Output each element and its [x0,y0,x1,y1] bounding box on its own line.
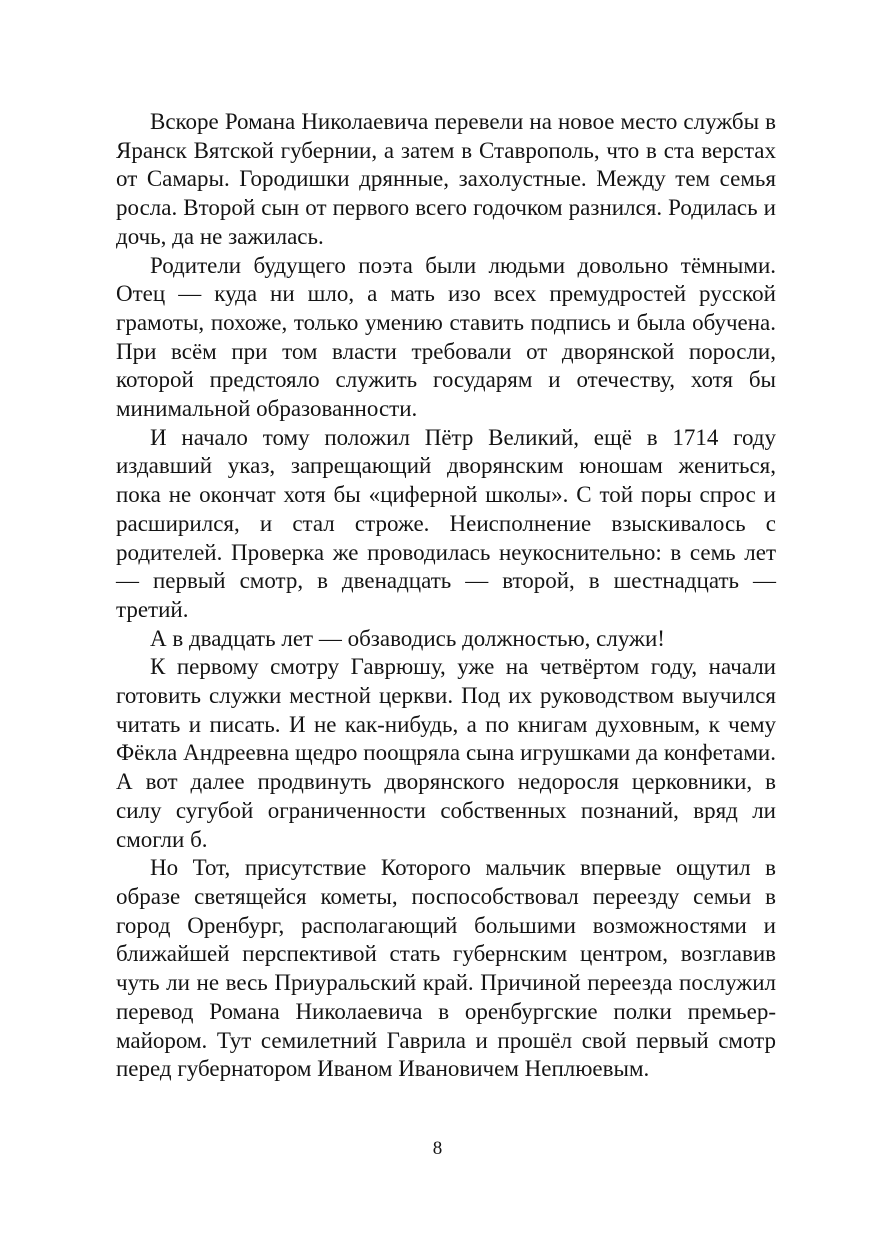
paragraph-5: К первому смотру Гаврюшу, уже на четвёртом году, начали готовить служки местной церкви. Под их руководством выучился читать и писать. И не как-нибудь, а по книгам духовным, к чему Фёкла Андреевна щедро поощряла сына игрушками да конфетами. А вот далее продвинуть дворянского недоросля церковники, в силу сугубой ограниченности собственных познаний, вряд ли смогли б. [116,654,776,852]
paragraph-1: Вскоре Романа Николаевича перевели на новое место службы в Яранск Вятской губернии, а затем в Ставрополь, что в ста верстах от Самары. Городишки дрянные, захолустные. Между тем семья росла. Второй сын от первого всего годочком разнился. Родилась и дочь, да не зажилась. [116,109,776,249]
paragraph-4: А в двадцать лет — обзаводись должностью, служи! [150,625,665,651]
page-number: 8 [432,1138,443,1159]
paragraph-3: И начало тому положил Пётр Великий, ещё в 1714 году издавший указ, запрещающий дворянским юношам жениться, пока не окончат хотя бы «циферной школы». С той поры спрос и расширился, и стал строже. Неисполнение взыскивалось с родителей. Проверка же проводилась неукоснительно: в семь лет — первый смотр, в двенадцать — второй, в шестнадцать — третий. [116,424,776,622]
paragraph-6: Но Тот, присутствие Которого мальчик впервые ощутил в образе светящейся кометы, поспособствовал переезду семьи в город Оренбург, располагающий большими возможностями и ближайшей перспективой стать губернским центром, возглавив чуть ли не весь Приуральский край. Причиной переезда послужил перевод Романа Николаевича в оренбургские полки премьер-майором. Тут семилетний Гаврила и прошёл свой первый смотр перед губернатором Иваном Ивановичем Неплюевым. [116,855,776,1082]
paragraph-2: Родители будущего поэта были людьми довольно тёмными. Отец — куда ни шло, а мать изо всех премудростей русской грамоты, похоже, только умению ставить подпись и была обучена. При всём при том власти требовали от дворянской поросли, которой предстояло служить государям и отечеству, хотя бы минимальной образованности. [116,252,776,422]
body-text [116,108,776,1084]
